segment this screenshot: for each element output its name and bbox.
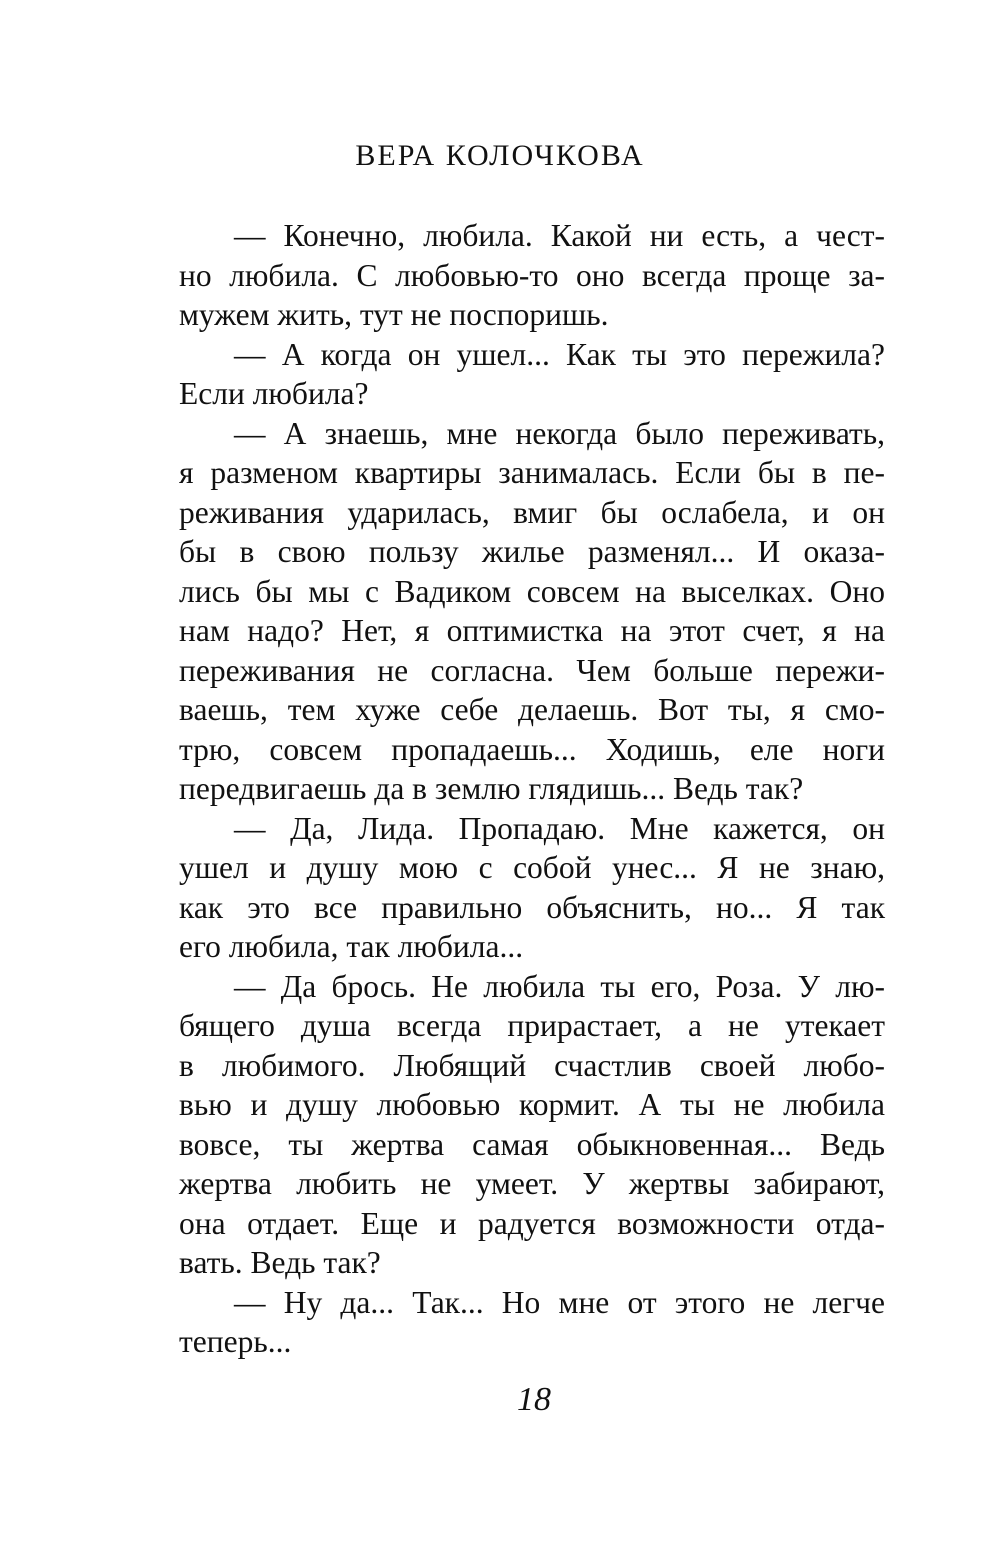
text-line: нам надо? Нет, я оптимистка на этот счет, я на <box>179 613 885 648</box>
text-line: — Ну да... Так... Но мне от этого не легче <box>234 1284 885 1320</box>
text-line: ваешь, тем хуже себе делаешь. Вот ты, я смо- <box>179 692 885 727</box>
text-line: в любимого. Любящий счастлив своей любо- <box>179 1047 885 1083</box>
text-line: лись бы мы с Вадиком совсем на выселках. Оно <box>179 573 885 609</box>
body-text <box>179 216 885 1362</box>
running-head: ВЕРА КОЛОЧКОВА <box>355 139 645 172</box>
text-line: теперь... <box>179 1324 292 1359</box>
text-line: переживания не согласна. Чем больше пережи- <box>179 652 885 688</box>
text-line: бы в свою пользу жилье разменял... И оказа- <box>179 534 885 569</box>
text-line: вовсе, ты жертва самая обыкновенная... Ведь <box>179 1126 885 1162</box>
text-line: я разменом квартиры занималась. Если бы в пе- <box>179 455 885 490</box>
text-line: жертва любить не умеет. У жертвы забирают, <box>179 1166 885 1201</box>
text-line: реживания ударилась, вмиг бы ослабела, и он <box>179 494 885 530</box>
text-line: — А когда он ушел... Как ты это пережила? <box>234 336 885 372</box>
page-number: 18 <box>517 1381 551 1418</box>
text-line: она отдает. Еще и радуется возможности отда- <box>179 1205 885 1241</box>
text-line: — Да, Лида. Пропадаю. Мне кажется, он <box>234 810 885 846</box>
text-line: ушел и душу мою с собой унес... Я не знаю, <box>179 850 885 885</box>
text-line: как это все правильно объяснить, но... Я так <box>179 889 885 925</box>
text-line: но любила. С любовью-то оно всегда проще за- <box>179 257 885 293</box>
text-line: — А знаешь, мне некогда было переживать, <box>234 415 885 451</box>
text-line: трю, совсем пропадаешь... Ходишь, еле ноги <box>179 731 885 767</box>
text-line: мужем жить, тут не поспоришь. <box>179 297 609 332</box>
text-line: Если любила? <box>179 376 369 411</box>
text-line: — Да брось. Не любила ты его, Роза. У лю- <box>234 968 885 1004</box>
text-line: бящего душа всегда прирастает, а не утекает <box>179 1008 885 1043</box>
text-line: — Конечно, любила. Какой ни есть, а чест- <box>234 218 885 253</box>
text-line: вью и душу любовью кормит. А ты не любила <box>179 1087 885 1122</box>
text-line: передвигаешь да в землю глядишь... Ведь так? <box>179 771 804 806</box>
text-line: вать. Ведь так? <box>179 1245 381 1280</box>
text-line: его любила, так любила... <box>179 929 524 964</box>
